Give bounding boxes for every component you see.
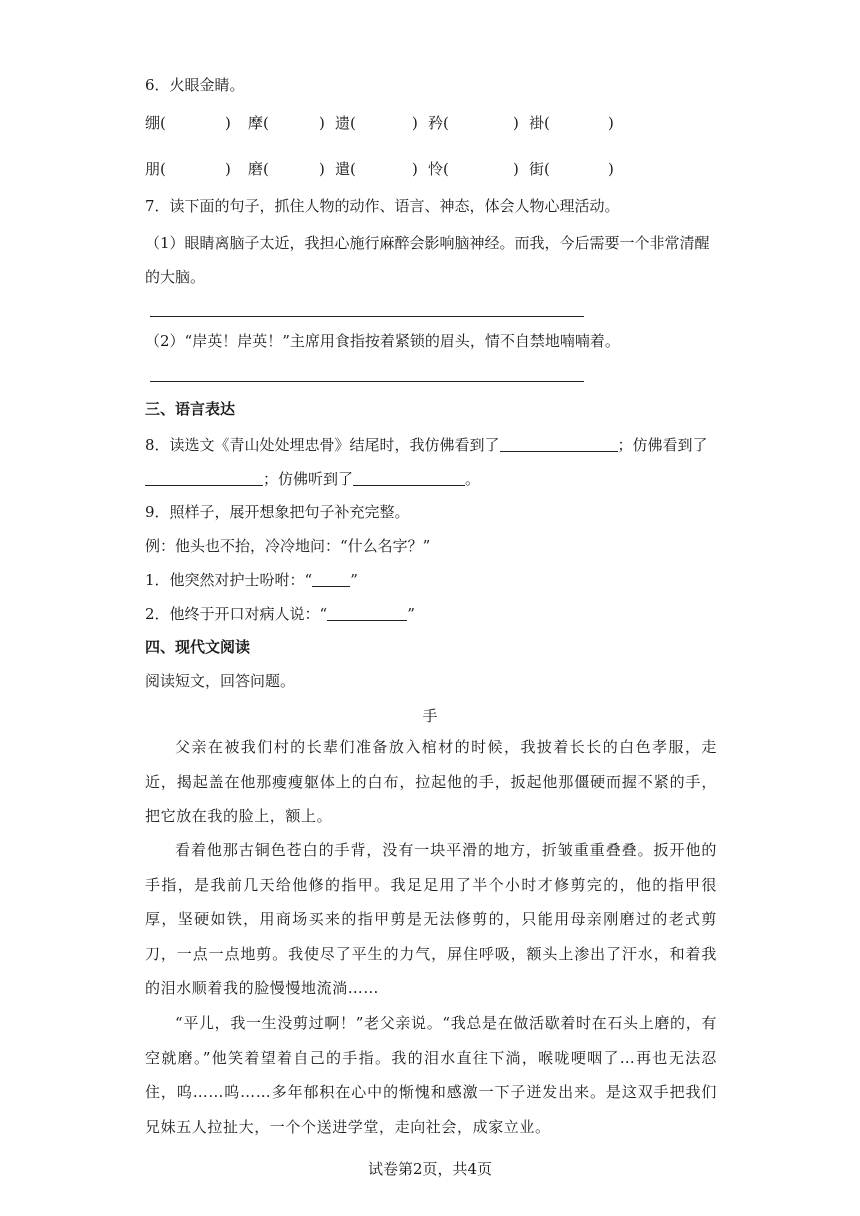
q7-sentence-1-line-1: （1）眼睛离脑子太近，我担心施行麻醉会影响脑神经。而我，今后需要一个非常清醒 (145, 234, 710, 252)
q8-blank-3[interactable] (353, 469, 465, 486)
q6-r2-close-4: ) (513, 160, 519, 178)
q9-item-1 (145, 569, 358, 591)
q6-r2-char-3: 遣( (335, 160, 356, 178)
q9-item-2 (145, 603, 415, 625)
q6-r2-close-5: ) (608, 160, 614, 178)
q6-r2-close-2: ) (319, 160, 325, 178)
q7-answer-line-1[interactable] (150, 316, 584, 317)
reading-title: 手 (422, 707, 438, 725)
q8-line-1 (145, 434, 708, 456)
q6-r1-char-2: 摩( (248, 114, 269, 132)
q7-answer-line-2[interactable] (150, 381, 584, 382)
reading-paragraph-1: 父亲在被我们村的长辈们准备放入棺材的时候，我披着长长的白色孝服，走近，揭起盖在他那瘦瘦躯体上的白布，拉起他的手，扳起他那僵硬而握不紧的手，把它放在我的脸上，额上。 (145, 738, 717, 825)
q7-title: 7．读下面的句子，抓住人物的动作、语言、神态，体会人物心理活动。 (145, 197, 620, 215)
q9-item-1-text: 1．他突然对护士吩咐：“ (145, 571, 313, 589)
q9-blank-1[interactable] (312, 570, 350, 587)
q6-r1-char-1: 绷( (145, 114, 166, 132)
q6-r1-char-3: 遗( (335, 114, 356, 132)
q6-r1-char-5: 褂( (529, 114, 550, 132)
q6-r2-close-3: ) (412, 160, 418, 178)
q8-line-2 (145, 468, 480, 490)
q6-r2-close-1: ) (225, 160, 231, 178)
q6-title: 6．火眼金睛。 (145, 76, 245, 94)
section-4-heading: 四、现代文阅读 (145, 638, 251, 656)
q6-r2-char-2: 磨( (248, 160, 269, 178)
q6-r1-close-5: ) (608, 114, 614, 132)
q8-text-1: 8．读选文《青山处处埋忠骨》结尾时，我仿佛看到了 (145, 436, 500, 454)
page-footer: 试卷第2页，共4页 (367, 1160, 493, 1178)
reading-instruction: 阅读短文，回答问题。 (145, 672, 296, 690)
q8-text-3: ；仿佛听到了 (263, 470, 354, 488)
q9-blank-2[interactable] (327, 604, 407, 621)
q9-item-1-close: ” (350, 571, 358, 589)
q6-r1-char-4: 矜( (428, 114, 449, 132)
q8-text-4: 。 (465, 470, 481, 488)
q6-r1-close-2: ) (319, 114, 325, 132)
reading-paragraph-2: 看着他那古铜色苍白的手背，没有一块平滑的地方，折皱重重叠叠。扳开他的手指，是我前几天给他修的指甲。我足足用了半个小时才修剪完的，他的指甲很厚，坚硬如铁，用商场买来的指甲剪是无法修剪的，只能用母亲刚磨过的老式剪刀，一点一点地剪。我使尽了平生的力气，屏住呼吸，额头上渗出了汗水，和着我的泪水顺着我的脸慢慢地流淌…… (145, 841, 717, 997)
q8-text-2: ；仿佛看到了 (617, 436, 708, 454)
q9-item-2-close: ” (407, 605, 415, 623)
q6-r2-char-5: 街( (529, 160, 550, 178)
q6-r1-close-4: ) (513, 114, 519, 132)
q7-sentence-1-line-2: 的大脑。 (145, 268, 206, 286)
q8-blank-1[interactable] (500, 435, 618, 452)
q7-sentence-2: （2）“岸英！岸英！”主席用食指按着紧锁的眉头，情不自禁地喃喃着。 (145, 332, 620, 350)
q9-example: 例：他头也不抬，冷冷地问：“什么名字？” (145, 537, 431, 555)
q6-r2-char-1: 朋( (145, 160, 166, 178)
reading-paragraph-3: “平儿，我一生没剪过啊！”老父亲说。“我总是在做活歇着时在石头上磨的，有空就磨。”他笑着望着自己的手指。我的泪水直往下淌，喉咙哽咽了…再也无法忍住，呜……呜……多年郁积在心中的惭愧和感激一下子迸发出来。是这双手把我们兄妹五人拉扯大，一个个送进学堂，走向社会，成家立业。 (145, 1014, 717, 1136)
q6-r1-close-3: ) (412, 114, 418, 132)
q6-r2-char-4: 怜( (428, 160, 449, 178)
section-3-heading: 三、语言表达 (145, 400, 236, 418)
q6-r1-close-1: ) (225, 114, 231, 132)
q8-blank-2[interactable] (145, 469, 263, 486)
q9-item-2-text: 2．他终于开口对病人说：“ (145, 605, 328, 623)
q9-title: 9．照样子，展开想象把句子补充完整。 (145, 503, 410, 521)
